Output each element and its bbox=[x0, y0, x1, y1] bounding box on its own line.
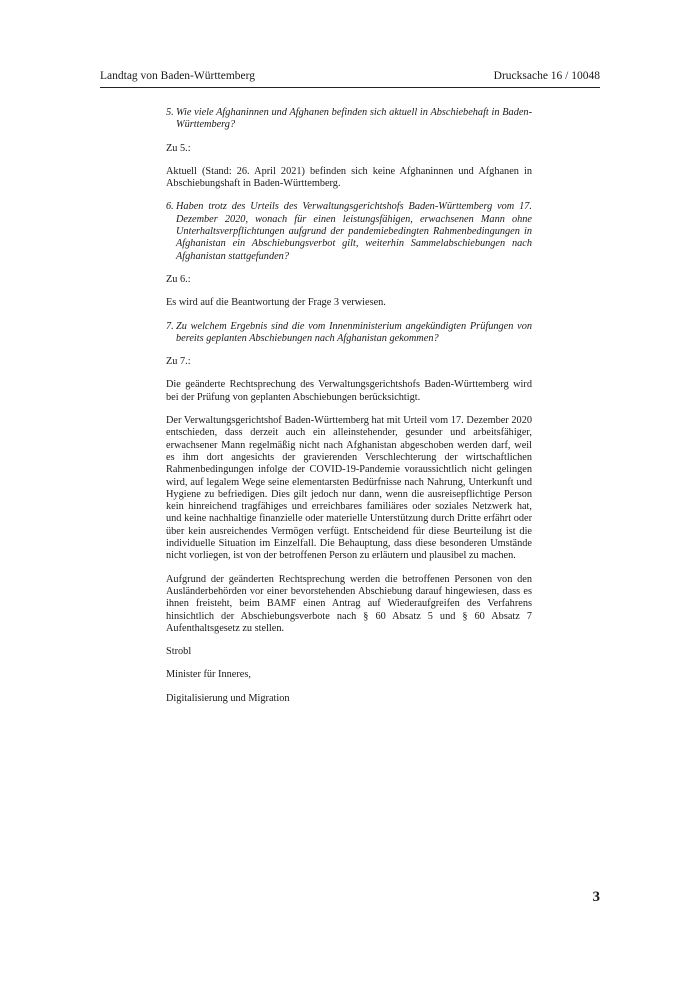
question-7-text: Zu welchem Ergebnis sind die vom Innenministerium angekündigten Prüfungen von bereits geplanten Abschiebungen nach Afghanistan gekommen? bbox=[176, 320, 532, 344]
question-6 bbox=[166, 201, 532, 262]
answer-7-paragraph-1: Die geänderte Rechtsprechung des Verwaltungsgerichtshofs Baden-Württemberg wird bei der Prüfung von geplanten Abschiebungen berücksichtigt. bbox=[166, 379, 532, 403]
header-document-number: Drucksache 16 / 10048 bbox=[493, 70, 600, 82]
question-7-number: 7. bbox=[166, 320, 174, 332]
question-7 bbox=[166, 321, 532, 346]
answer-7-paragraph-3: Aufgrund der geänderten Rechtsprechung werden die betroffenen Personen von den Ausländerbehörden vor einer bevorstehenden Abschiebung darauf hingewiesen, dass es ihnen freisteht, beim BAMF einen Antrag auf Wiederaufgreifen des Verfahrens hinsichtlich der Abschiebungsverbote nach § 60 Absatz 5 und § 60 Absatz 7 Aufenthaltsgesetz zu stellen. bbox=[166, 573, 532, 634]
answer-7-label: Zu 7.: bbox=[166, 356, 191, 368]
signatory-title-line-1: Minister für Inneres, bbox=[166, 669, 251, 681]
question-6-text: Haben trotz des Urteils des Verwaltungsgerichtshofs Baden-Württemberg vom 17. Dezember 2020, wonach für einen leistungsfähigen, erwachsenen Mann ohne Unterhaltsverpflichtungen aufgrund der pandemiebedingten Rahmenbedingungen in Afghanistan ein Abschiebungsverbot gilt, weiterhin Sammelabschiebungen nach Afghanistan stattgefunden? bbox=[176, 201, 532, 262]
question-5 bbox=[166, 107, 532, 132]
question-5-number: 5. bbox=[166, 107, 174, 118]
document-body bbox=[166, 107, 532, 716]
signatory-title-line-2: Digitalisierung und Migration bbox=[166, 692, 290, 704]
question-5-text: Wie viele Afghaninnen und Afghanen befinden sich aktuell in Abschiebehaft in Baden-Württemberg? bbox=[176, 107, 532, 131]
answer-6-label: Zu 6.: bbox=[166, 273, 191, 285]
page-header bbox=[100, 70, 600, 88]
answer-7-paragraph-2: Der Verwaltungsgerichtshof Baden-Württemberg hat mit Urteil vom 17. Dezember 2020 entschieden, dass derzeit auch ein alleinstehender, gesunder und arbeitsfähiger, erwachsener Mann regelmäßig nicht nach Afghanistan abgeschoben werden darf, weil es ihm dort angesichts der gravierenden Verschlechterung der wirtschaftlichen Rahmenbedingungen infolge der COVID-19-Pandemie voraussichtlich nicht gelingen wird, auf legalem Wege seine elementarsten Bedürfnisse nach Nahrung, Unterkunft und Hygiene zu befriedigen. Dies gilt jedoch nur dann, wenn die ausreisepflichtige Person kein hinreichend tragfähiges und erreichbares familiäres oder soziales Netzwerk hat, und keine nachhaltige finanzielle oder materielle Unterstützung durch Dritte erfährt oder über kein ausreichendes Vermögen verfügt. Entscheidend für diese Beurteilung ist die individuelle Situation im Einzelfall. Die Behauptung, dass diese besonderen Umstände nicht vorliegen, ist von der betroffenen Person zu erläutern und plausibel zu machen. bbox=[166, 415, 532, 562]
question-6-number: 6. bbox=[166, 201, 174, 213]
page-number: 3 bbox=[592, 889, 600, 905]
signatory-name: Strobl bbox=[166, 646, 192, 658]
answer-5-text: Aktuell (Stand: 26. April 2021) befinden sich keine Afghaninnen und Afghanen in Abschiebungshaft in Baden-Württemberg. bbox=[166, 165, 532, 190]
answer-5-label: Zu 5.: bbox=[166, 142, 191, 154]
answer-6-text: Es wird auf die Beantwortung der Frage 3 verwiesen. bbox=[166, 297, 386, 309]
header-parliament-name: Landtag von Baden-Württemberg bbox=[100, 70, 255, 82]
